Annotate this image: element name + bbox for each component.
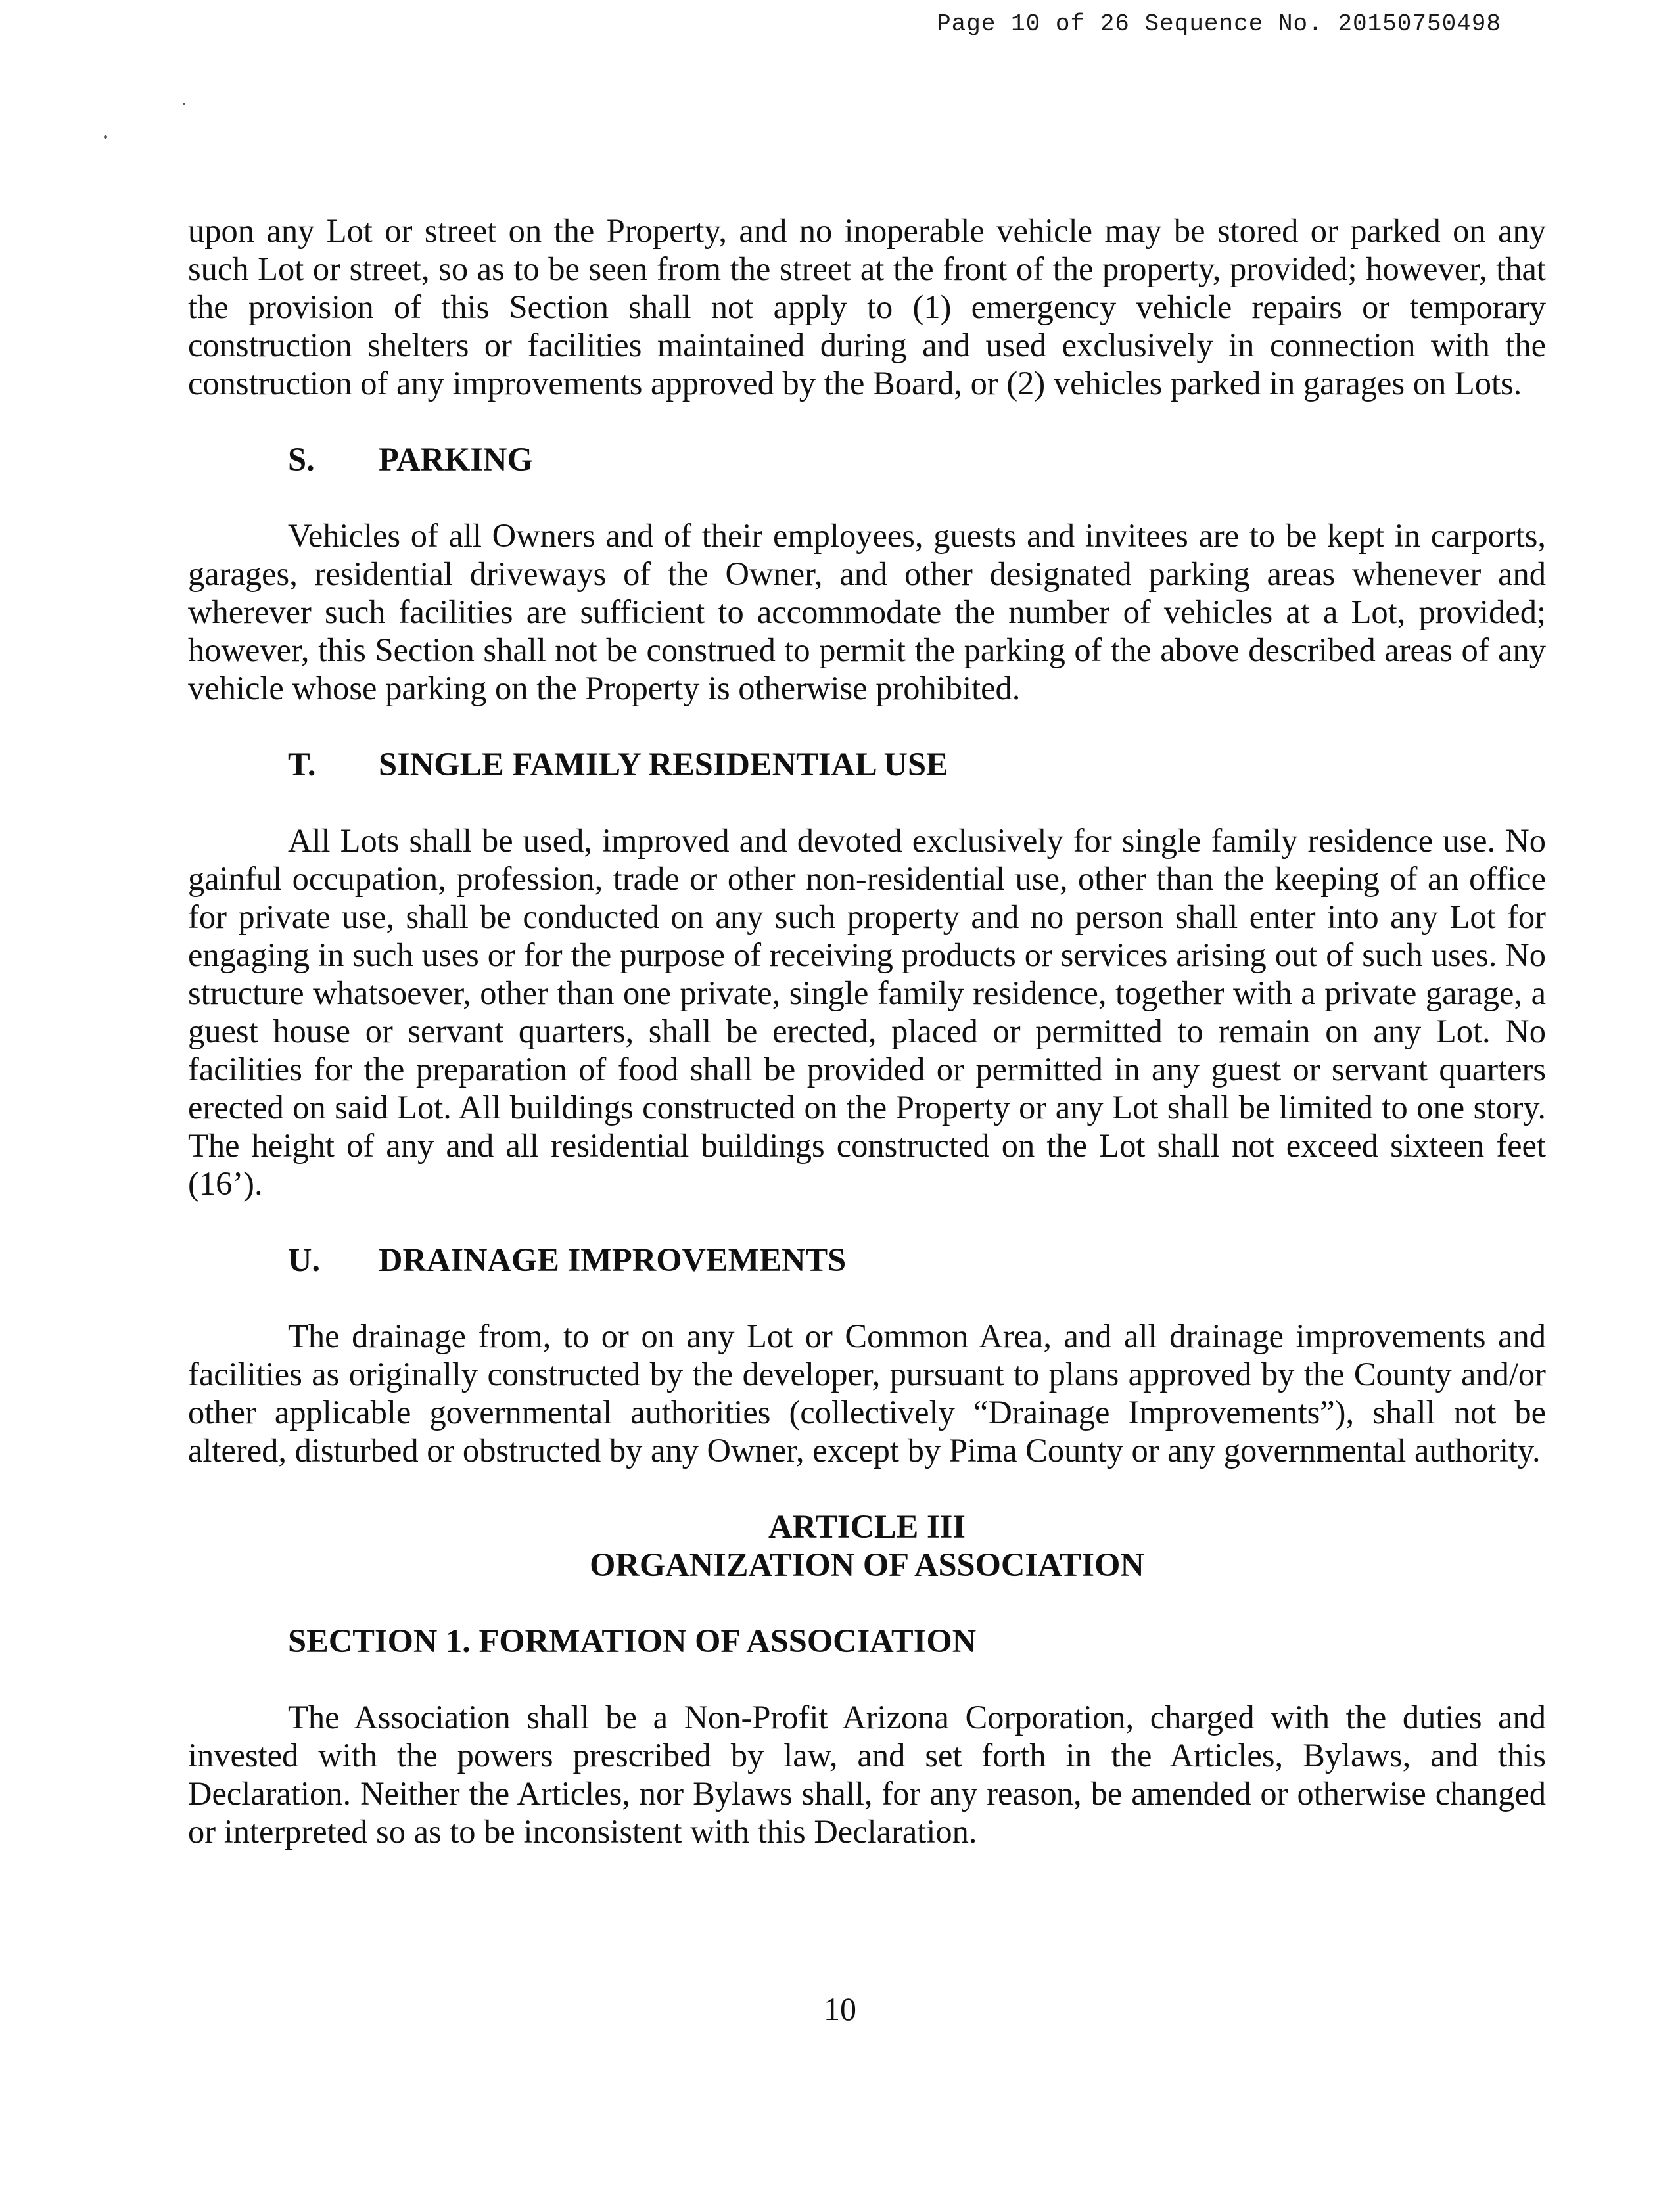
section-s-letter: S. (288, 441, 315, 478)
article-number: ARTICLE III (768, 1508, 966, 1545)
section-t-title: SINGLE FAMILY RESIDENTIAL USE (379, 746, 948, 783)
scan-speck (183, 103, 185, 105)
section-t-paragraph: All Lots shall be used, improved and devoted exclusively for single family residence use. No gainful occupation, profession, trade or other non-residential use, other than the keeping of an office for private use, shall be conducted on any such property and no person shall enter into any Lot for engaging in such uses or for the purpose of receiving products or services arising out of such uses. No structure whatsoever, other than one private, single family residence, together with a private garage, a guest house or servant quarters, shall be erected, placed or permitted to remain on any Lot. No facilities for the preparation of food shall be provided or permitted in any guest or servant quarters erected on said Lot. All buildings constructed on the Property or any Lot shall be limited to one story. The height of any and all residential buildings constructed on the Lot shall not exceed sixteen feet (16’). (188, 822, 1546, 1202)
article-title: ORGANIZATION OF ASSOCIATION (590, 1546, 1144, 1583)
section-t-heading (288, 745, 1546, 783)
page-number: 10 (824, 1991, 856, 2027)
article-heading-block (188, 1508, 1546, 1584)
section-u-title: DRAINAGE IMPROVEMENTS (379, 1241, 847, 1278)
section-s-title: PARKING (379, 441, 533, 478)
continuation-paragraph: upon any Lot or street on the Property, and no inoperable vehicle may be stored or parked on any such Lot or street, so as to be seen from the street at the front of the property, provided; however, that the provision of this Section shall not apply to (1) emergency vehicle repairs or temporary construction shelters or facilities maintained during and used exclusively in connection with the construction of any improvements approved by the Board, or (2) vehicles parked in garages on Lots. (188, 212, 1546, 402)
document-body (188, 212, 1546, 1851)
page-sequence-header: Page 10 of 26 Sequence No. 20150750498 (937, 11, 1501, 37)
section-u-heading (288, 1241, 1546, 1279)
section-u-paragraph: The drainage from, to or on any Lot or Common Area, and all drainage improvements and facilities as originally constructed by the developer, pursuant to plans approved by the County and/or other applicable governmental authorities (collectively “Drainage Improvements”), shall not be altered, disturbed or obstructed by any Owner, except by Pima County or any governmental authority. (188, 1318, 1546, 1469)
section-t-letter: T. (288, 746, 316, 783)
section-u-letter: U. (288, 1241, 321, 1278)
section-s-heading (288, 440, 1546, 478)
section-1-heading: SECTION 1. FORMATION OF ASSOCIATION (288, 1623, 977, 1659)
section-s-paragraph: Vehicles of all Owners and of their employees, guests and invitees are to be kept in carports, garages, residential driveways of the Owner, and other designated parking areas whenever and wherever such facilities are sufficient to accommodate the number of vehicles at a Lot, provided; however, this Section shall not be construed to permit the parking of the above described areas of any vehicle whose parking on the Property is otherwise prohibited. (188, 517, 1546, 706)
section-1-paragraph: The Association shall be a Non-Profit Arizona Corporation, charged with the duties and invested with the powers prescribed by law, and set forth in the Articles, Bylaws, and this Declaration. Neither the Articles, nor Bylaws shall, for any reason, be amended or otherwise changed or interpreted so as to be inconsistent with this Declaration. (188, 1699, 1546, 1850)
scan-speck (104, 135, 107, 139)
